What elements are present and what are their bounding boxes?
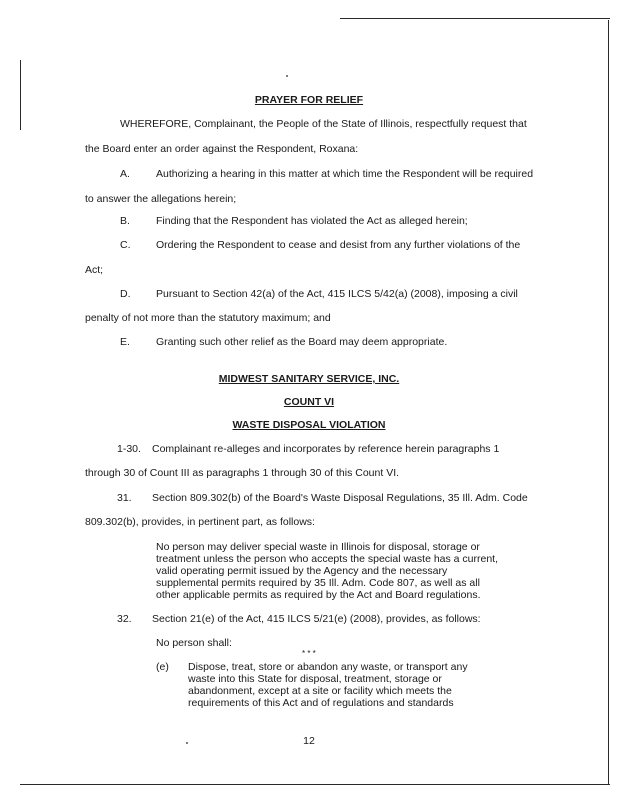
item-letter-d: D. xyxy=(120,288,131,300)
item-a-line-2: to answer the allegations herein; xyxy=(85,193,237,205)
item-e-line-1: Granting such other relief as the Board may deem appropriate. xyxy=(156,336,448,348)
item-c-line-2: Act; xyxy=(85,264,104,276)
sub-a-line-2: waste into this State for disposal, treatment, storage or xyxy=(188,673,442,685)
item-letter-b: B. xyxy=(120,215,130,227)
item-letter-c: C. xyxy=(120,239,131,251)
item-d-line-2: penalty of not more than the statutory maximum; and xyxy=(85,312,331,324)
para-31-line-1: Section 809.302(b) of the Board's Waste Disposal Regulations, 35 Ill. Adm. Code xyxy=(152,492,528,504)
ellipsis: * * * xyxy=(302,649,316,658)
quote-31-line-5: other applicable permits as required by the Act and Board regulations. xyxy=(156,589,481,601)
respondent-heading: MIDWEST SANITARY SERVICE, INC. xyxy=(218,373,400,385)
para-1-30-line-2: through 30 of Count III as paragraphs 1 through 30 of this Count VI. xyxy=(85,467,400,479)
item-b-line-1: Finding that the Respondent has violated the Act as alleged herein; xyxy=(156,215,468,227)
page-number: 12 xyxy=(303,735,315,747)
sub-a-line-3: abandonment, except at a site or facility which meets the xyxy=(188,685,452,697)
sub-a-line-4: requirements of this Act and of regulations and standards xyxy=(188,697,454,709)
para-32-number: 32. xyxy=(117,613,132,625)
quote-31-line-3: valid operating permit issued by the Agency and the necessary xyxy=(156,565,448,577)
para-31-number: 31. xyxy=(117,492,132,504)
para-31-line-2: 809.302(b), provides, in pertinent part, as follows: xyxy=(85,516,315,528)
item-letter-a: A. xyxy=(120,168,130,180)
quote-32-intro: No person shall: xyxy=(156,637,232,649)
prayer-intro-line-2: the Board enter an order against the Respondent, Roxana: xyxy=(85,143,359,155)
scan-speck xyxy=(286,75,288,77)
prayer-heading: PRAYER FOR RELIEF xyxy=(254,94,364,106)
item-letter-e: E. xyxy=(120,336,130,348)
para-1-30-number: 1-30. xyxy=(117,443,141,455)
sub-a-label: (e) xyxy=(156,661,169,673)
count-heading: COUNT VI xyxy=(283,396,335,408)
quote-31-line-2: treatment unless the person who accepts the special waste has a current, xyxy=(156,553,499,565)
violation-heading: WASTE DISPOSAL VIOLATION xyxy=(232,419,386,431)
prayer-intro-line-1: WHEREFORE, Complainant, the People of the State of Illinois, respectfully request that xyxy=(120,118,527,130)
item-a-line-1: Authorizing a hearing in this matter at which time the Respondent will be required xyxy=(156,168,534,180)
item-d-line-1: Pursuant to Section 42(a) of the Act, 415 ILCS 5/42(a) (2008), imposing a civil xyxy=(156,288,518,300)
para-1-30-line-1: Complainant re-alleges and incorporates by reference herein paragraphs 1 xyxy=(152,443,500,455)
para-32-line-1: Section 21(e) of the Act, 415 ILCS 5/21(e) (2008), provides, as follows: xyxy=(152,613,481,625)
scan-border-top xyxy=(340,18,610,19)
item-c-line-1: Ordering the Respondent to cease and desist from any further violations of the xyxy=(156,239,521,251)
quote-31-line-4: supplemental permits required by 35 Ill. Adm. Code 807, as well as all xyxy=(156,577,480,589)
scan-border-bottom xyxy=(20,784,610,785)
sub-a-line-1: Dispose, treat, store or abandon any waste, or transport any xyxy=(188,661,468,673)
quote-31-line-1: No person may deliver special waste in Illinois for disposal, storage or xyxy=(156,541,480,553)
